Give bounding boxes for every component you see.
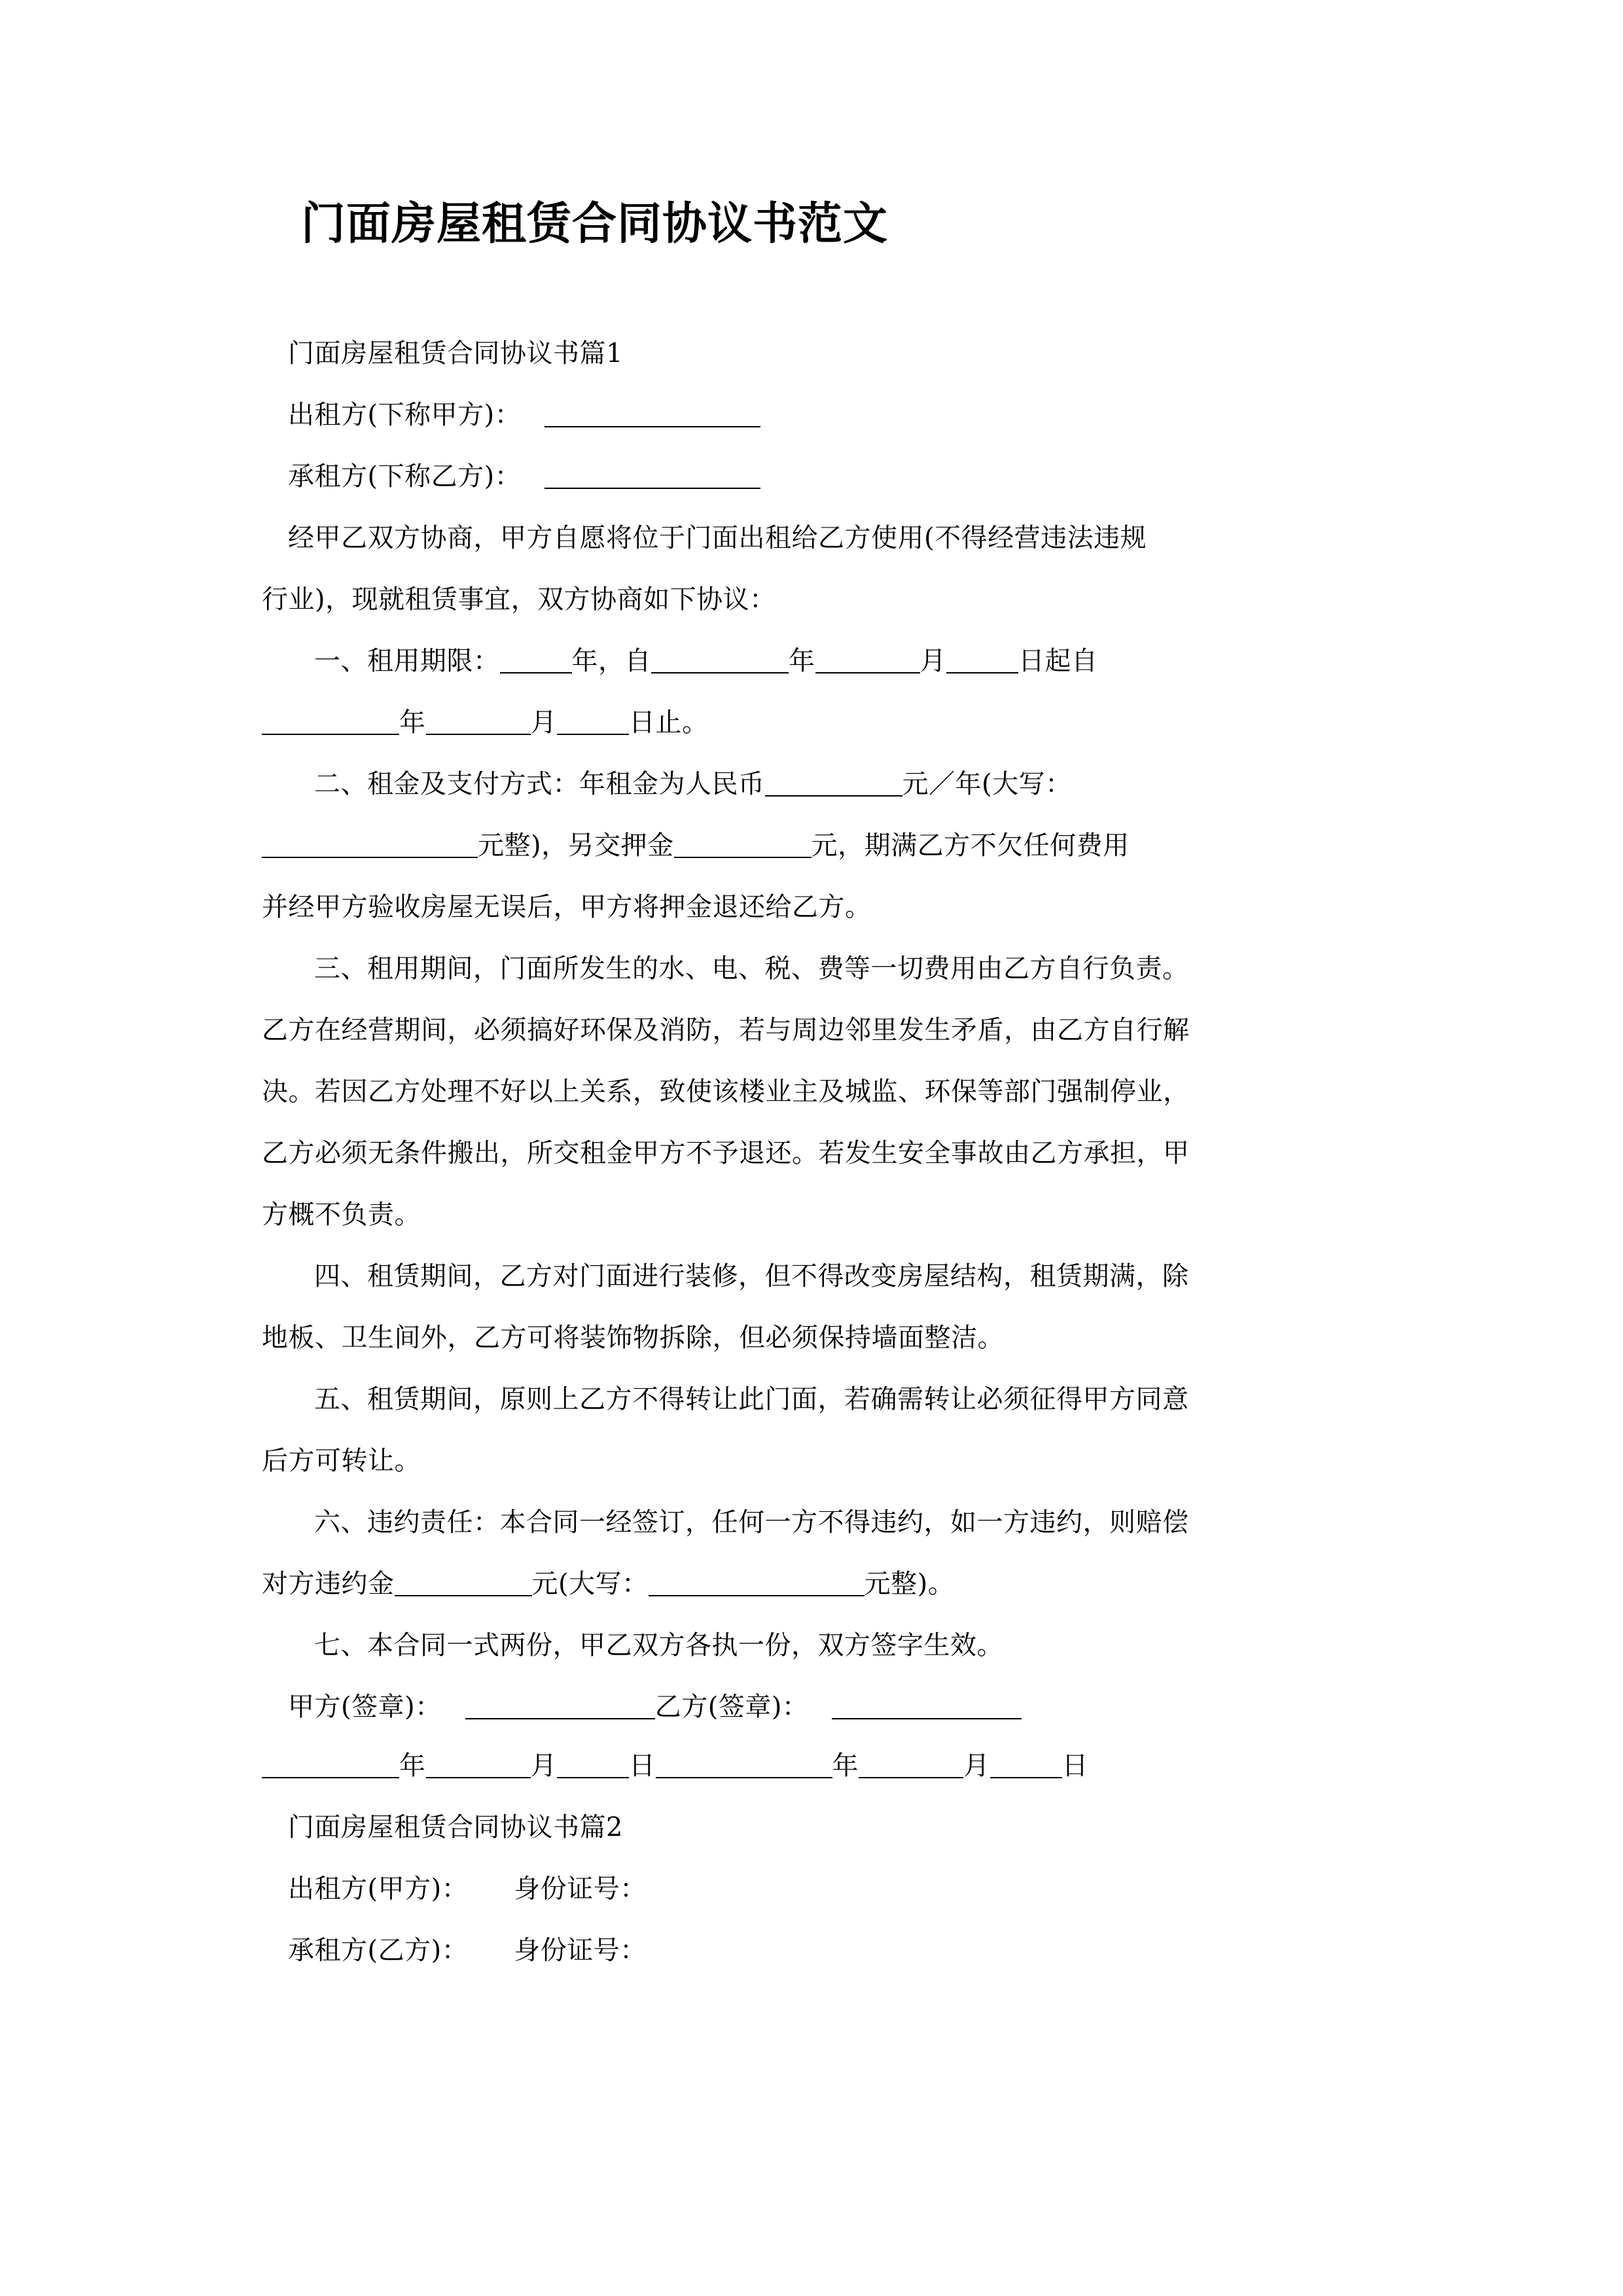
clause-3-line-1: 三、租用期间，门面所发生的水、电、税、费等一切费用由乙方自行负责。 [314,954,1189,984]
section-2-lessee-line [262,1921,1361,1980]
preamble-line-2: 行业)，现就租赁事宜，双方协商如下协议： [262,584,776,615]
start-day-blank[interactable] [946,646,1018,673]
clause-6-text-c: 元整)。 [864,1569,955,1599]
lessor-blank[interactable] [544,400,760,427]
clause-2-line-2 [262,816,1361,875]
penalty-words-blank[interactable] [649,1569,865,1596]
sign-party-a-label: 甲方(签章)： [288,1692,442,1722]
section-2-lessor-line [262,1859,1361,1918]
annual-rent-words-blank[interactable] [262,831,478,858]
clause-1-line-2 [262,693,1361,752]
signature-line [262,1677,1361,1736]
end-month-blank[interactable] [426,708,531,735]
clause-3-line-3: 决。若因乙方处理不好以上关系，致使该楼业主及城监、环保等部门强制停业， [262,1077,1190,1107]
preamble-line-1: 经甲乙双方协商，甲方自愿将位于门面出租给乙方使用(不得经营违法违规 [288,523,1147,553]
deposit-blank[interactable] [674,831,812,858]
party-a-month-blank[interactable] [426,1751,531,1778]
clause-1-line-1 [262,632,1361,691]
date-day-a: 日 [629,1751,656,1781]
lessee-label: 承租方(下称乙方)： [288,461,522,492]
date-year-b: 年 [832,1751,859,1781]
clause-5-line-2: 后方可转让。 [262,1446,421,1476]
start-month-blank[interactable] [815,646,920,673]
section-2-heading: 门面房屋租赁合同协议书篇2 [288,1812,623,1842]
clause-7-line: 七、本合同一式两份，甲乙双方各执一份，双方签字生效。 [314,1630,1003,1660]
party-b-day-blank[interactable] [990,1751,1062,1778]
clause-1-text-a: 年，自 [571,646,651,676]
section-1-heading: 门面房屋租赁合同协议书篇1 [288,338,623,368]
page-title: 门面房屋租赁合同协议书范文 [301,198,889,250]
term-years-blank[interactable] [500,646,572,673]
clause-1-text-b: 年 [789,646,815,676]
date-day-b: 日 [1061,1751,1088,1781]
lessee-line [262,447,1361,506]
party-b-month-blank[interactable] [859,1751,963,1778]
clause-2-text-a: 元／年(大写： [902,769,1072,799]
clause-6-text-b: 元(大写： [531,1569,649,1599]
clause-3-line-5: 方概不负责。 [262,1200,421,1230]
clause-5-line-1: 五、租赁期间，原则上乙方不得转让此门面，若确需转让必须征得甲方同意 [314,1384,1189,1414]
clause-1-text-f: 月 [530,708,557,738]
sign-party-b-label: 乙方(签章)： [654,1692,809,1722]
clause-1-label: 一、租用期限： [314,646,500,676]
clause-3-line-2: 乙方在经营期间，必须搞好环保及消防，若与周边邻里发生矛盾，由乙方自行解 [262,1015,1190,1045]
lessor-line [262,386,1361,444]
lessee-blank[interactable] [544,461,760,489]
clause-1-text-g: 日止。 [629,708,709,738]
section-2-lessor-label: 出租方(甲方)： [288,1874,469,1904]
end-year-blank[interactable] [262,708,399,735]
clause-3-line-4: 乙方必须无条件搬出，所交租金甲方不予退还。若发生安全事故由乙方承担，甲 [262,1138,1190,1168]
penalty-amount-blank[interactable] [395,1569,532,1596]
party-b-signature-blank[interactable] [832,1692,1022,1719]
annual-rent-blank[interactable] [765,769,902,797]
date-month-a: 月 [530,1751,557,1781]
clause-2-text-b: 元整)，另交押金 [478,831,674,861]
party-b-year-blank[interactable] [656,1751,832,1778]
date-year-a: 年 [399,1751,426,1781]
clause-6-text-a: 对方违约金 [262,1569,395,1599]
section-2-lessee-label: 承租方(乙方)： [288,1935,469,1965]
party-a-signature-blank[interactable] [465,1692,655,1719]
party-a-day-blank[interactable] [557,1751,629,1778]
clause-1-text-c: 月 [919,646,946,676]
clause-1-text-d: 日起自 [1018,646,1098,676]
signature-date-line [262,1736,1361,1795]
section-2-lessee-id-label: 身份证号： [514,1935,647,1965]
clause-2-label: 二、租金及支付方式：年租金为人民币 [314,769,765,799]
party-a-year-blank[interactable] [262,1751,399,1778]
end-day-blank[interactable] [557,708,629,735]
clause-2-line-3: 并经甲方验收房屋无误后，甲方将押金退还给乙方。 [262,892,872,922]
clause-2-line-1 [262,755,1361,814]
clause-4-line-2: 地板、卫生间外，乙方可将装饰物拆除，但必须保持墙面整洁。 [262,1323,1004,1353]
section-2-lessor-id-label: 身份证号： [514,1874,647,1904]
clause-4-line-1: 四、租赁期间，乙方对门面进行装修，但不得改变房屋结构，租赁期满，除 [314,1261,1189,1291]
clause-6-line-2 [262,1554,1361,1613]
date-month-b: 月 [963,1751,990,1781]
lessor-label: 出租方(下称甲方)： [288,400,522,430]
clause-2-text-c: 元，期满乙方不欠任何费用 [811,831,1130,861]
clause-1-text-e: 年 [399,708,426,738]
start-year-blank[interactable] [651,646,789,673]
clause-6-line-1: 六、违约责任：本合同一经签订，任何一方不得违约，如一方违约，则赔偿 [314,1507,1189,1537]
